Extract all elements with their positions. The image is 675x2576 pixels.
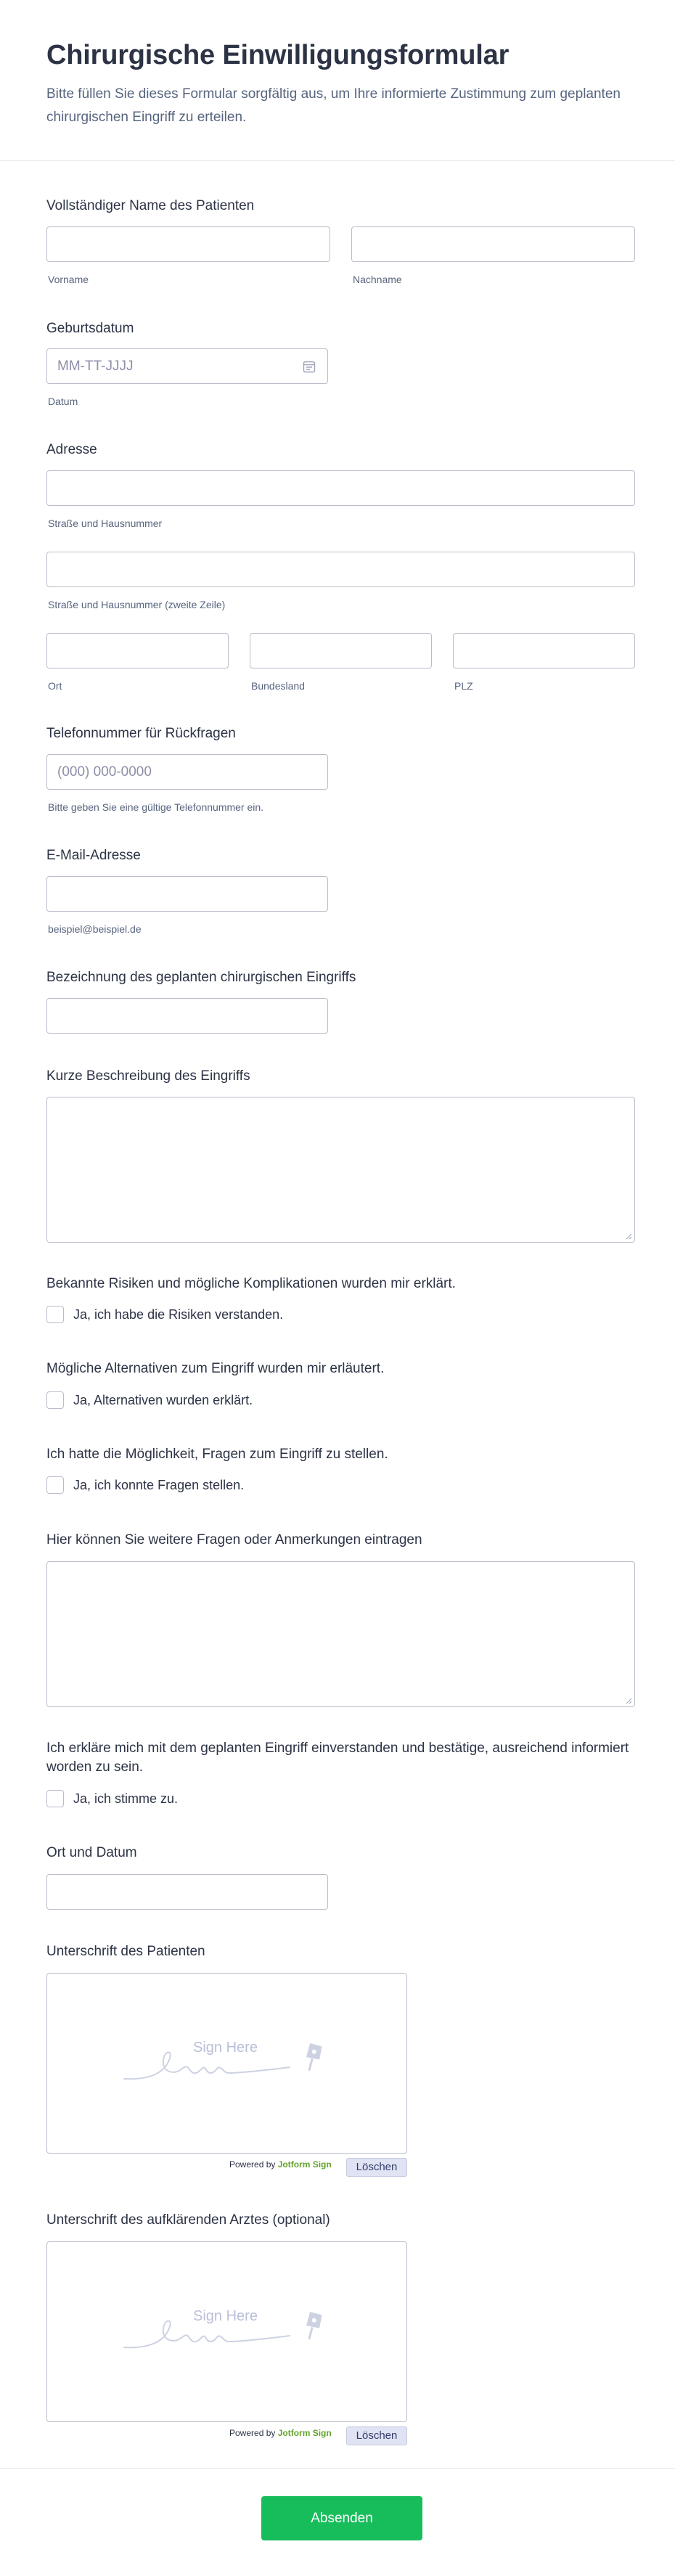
alternatives-option-label[interactable]: Ja, Alternativen wurden erklärt.: [73, 1393, 253, 1407]
alternatives-label: Mögliche Alternativen zum Eingriff wurden mir erläutert.: [46, 1361, 385, 1376]
form-subtitle: Bitte füllen Sie dieses Formular sorgfältig aus, um Ihre informierte Zustimmung zum geplanten chirurgischen Eingriff zu erteilen.: [46, 86, 621, 125]
state-sublabel: Bundesland: [251, 680, 305, 692]
jotform-sign-brand: Jotform Sign: [277, 2159, 332, 2170]
footer-divider: [0, 2468, 675, 2469]
resize-handle-icon[interactable]: [625, 1697, 632, 1704]
doctor-signature-label: Unterschrift des aufklärenden Arztes (optional): [46, 2212, 330, 2228]
first-name-input[interactable]: [46, 226, 330, 262]
questions-label: Ich hatte die Möglichkeit, Fragen zum Eingriff zu stellen.: [46, 1447, 388, 1462]
street-line1-input[interactable]: [46, 470, 635, 506]
sign-here-text: Sign Here: [193, 2040, 258, 2056]
powered-by-prefix: Powered by: [229, 2159, 276, 2170]
city-input[interactable]: [46, 633, 229, 668]
zip-sublabel: PLZ: [454, 680, 473, 692]
birthdate-sublabel: Datum: [48, 396, 78, 407]
patient-signature-clear-button[interactable]: Löschen: [346, 2158, 407, 2177]
phone-sublabel: Bitte geben Sie eine gültige Telefonnummer ein.: [48, 801, 264, 813]
doctor-signature-clear-button[interactable]: Löschen: [346, 2426, 407, 2445]
consent-label: Ich erkläre mich mit dem geplanten Eingriff einverstanden und bestätige, ausreichend informiert worden zu sein.: [46, 1741, 629, 1775]
form-header: [0, 0, 675, 161]
birthdate-label: Geburtsdatum: [46, 321, 134, 336]
phone-placeholder: (000) 000-0000: [57, 764, 152, 780]
doctor-signature-pad[interactable]: [46, 2241, 407, 2422]
risks-option-label[interactable]: Ja, ich habe die Risiken verstanden.: [73, 1307, 284, 1322]
email-sublabel: beispiel@beispiel.de: [48, 923, 142, 935]
procedure-input[interactable]: [46, 998, 328, 1034]
city-sublabel: Ort: [48, 680, 62, 692]
birthdate-placeholder: MM-TT-JJJJ: [57, 359, 134, 374]
powered-by-prefix: Powered by: [229, 2428, 276, 2438]
powered-by-text: [229, 2427, 332, 2439]
consent-checkbox[interactable]: [46, 1790, 64, 1807]
place-date-label: Ort und Datum: [46, 1845, 137, 1860]
birthdate-input[interactable]: [46, 348, 328, 384]
form-title: Chirurgische Einwilligungsformular: [46, 40, 510, 70]
street-line2-sublabel: Straße und Hausnummer (zweite Zeile): [48, 599, 226, 610]
last-name-input[interactable]: [351, 226, 635, 262]
risks-checkbox[interactable]: [46, 1306, 64, 1323]
description-label: Kurze Beschreibung des Eingriffs: [46, 1068, 250, 1084]
notes-label: Hier können Sie weitere Fragen oder Anmerkungen eintragen: [46, 1532, 422, 1547]
questions-checkbox[interactable]: [46, 1476, 64, 1494]
consent-option-label[interactable]: Ja, ich stimme zu.: [73, 1791, 179, 1806]
zip-input[interactable]: [453, 633, 635, 668]
notes-textarea[interactable]: [46, 1561, 635, 1707]
powered-by-text: [229, 2159, 332, 2170]
state-input[interactable]: [250, 633, 432, 668]
jotform-sign-brand: Jotform Sign: [277, 2428, 332, 2438]
risks-label: Bekannte Risiken und mögliche Komplikationen wurden mir erklärt.: [46, 1276, 456, 1291]
place-date-input[interactable]: [46, 1874, 328, 1910]
street-line2-input[interactable]: [46, 552, 635, 587]
name-label: Vollständiger Name des Patienten: [46, 198, 255, 213]
address-label: Adresse: [46, 442, 97, 457]
email-input[interactable]: [46, 876, 328, 912]
questions-option-label[interactable]: Ja, ich konnte Fragen stellen.: [73, 1478, 245, 1492]
resize-handle-icon[interactable]: [625, 1232, 632, 1240]
street-line1-sublabel: Straße und Hausnummer: [48, 518, 163, 529]
submit-button[interactable]: Absenden: [261, 2496, 422, 2540]
alternatives-checkbox[interactable]: [46, 1391, 64, 1409]
calendar-icon[interactable]: [303, 360, 316, 373]
phone-input[interactable]: [46, 754, 328, 790]
email-label: E-Mail-Adresse: [46, 848, 141, 863]
procedure-label: Bezeichnung des geplanten chirurgischen Eingriffs: [46, 970, 356, 985]
patient-signature-label: Unterschrift des Patienten: [46, 1944, 205, 1959]
first-name-sublabel: Vorname: [48, 274, 89, 285]
sign-here-text: Sign Here: [193, 2308, 258, 2324]
last-name-sublabel: Nachname: [353, 274, 402, 285]
description-textarea[interactable]: [46, 1097, 635, 1243]
patient-signature-pad[interactable]: [46, 1973, 407, 2154]
phone-label: Telefonnummer für Rückfragen: [46, 726, 236, 741]
